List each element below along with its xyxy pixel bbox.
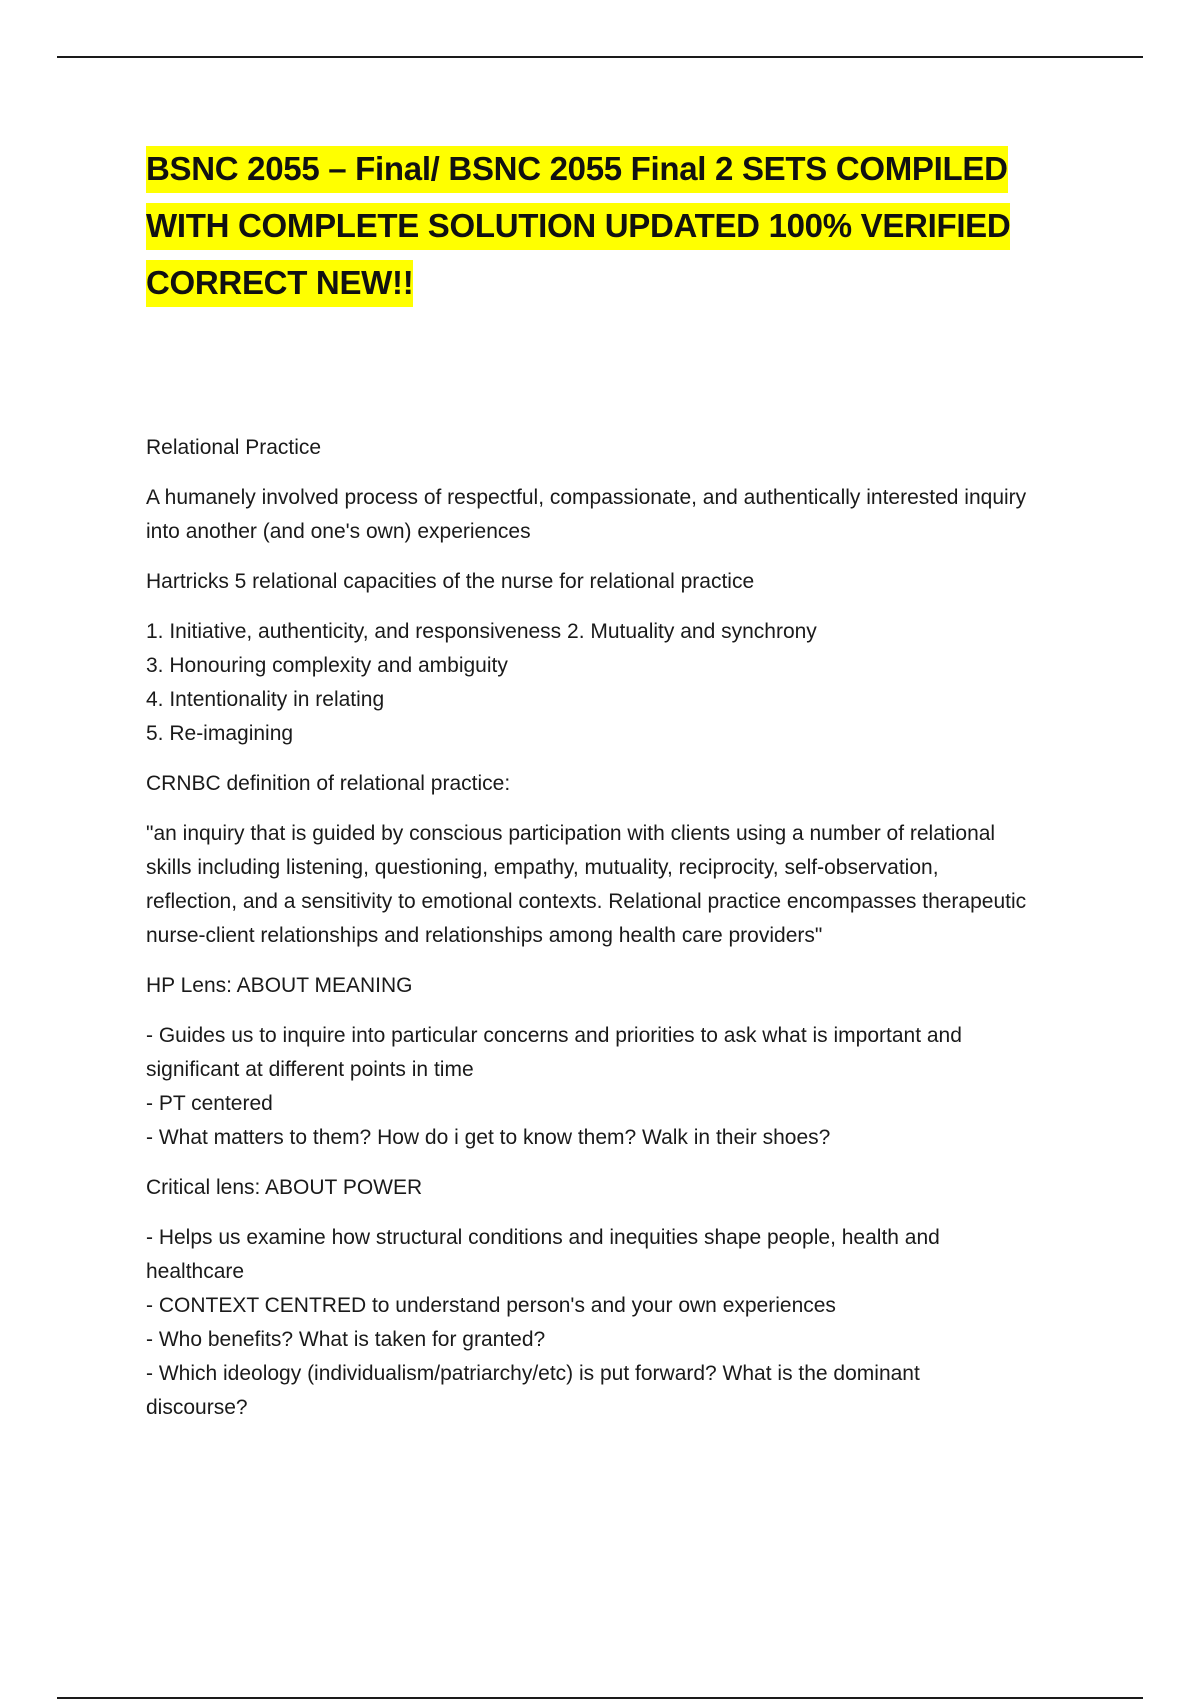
text-line: - CONTEXT CENTRED to understand person's and your own experiences (146, 1294, 836, 1317)
text-line: "an inquiry that is guided by conscious participation with clients using a number of relational (146, 822, 996, 845)
text-block (146, 481, 1086, 549)
text-line: skills including listening, questioning, empathy, mutuality, reciprocity, self-observation, (146, 856, 939, 879)
text-block (146, 615, 1086, 751)
title-highlight: BSNC 2055 – Final/ BSNC 2055 Final 2 SETS COMPILED WITH COMPLETE SOLUTION UPDATED 100% VERIFIED CORRECT NEW!! (146, 146, 1010, 307)
text-line: significant at different points in time (146, 1058, 474, 1081)
text-line: - What matters to them? How do i get to know them? Walk in their shoes? (146, 1126, 831, 1149)
text-block (146, 565, 1086, 599)
text-line: A humanely involved process of respectful, compassionate, and authentically interested inquiry (146, 486, 1027, 509)
text-line: reflection, and a sensitivity to emotional contexts. Relational practice encompasses therapeutic (146, 890, 1027, 913)
text-line: - Guides us to inquire into particular concerns and priorities to ask what is important and (146, 1024, 962, 1047)
text-line: Critical lens: ABOUT POWER (146, 1176, 423, 1199)
text-line: HP Lens: ABOUT MEANING (146, 974, 413, 997)
document-body (146, 431, 1086, 1441)
text-line: 1. Initiative, authenticity, and responsiveness 2. Mutuality and synchrony (146, 620, 817, 643)
top-rule (57, 56, 1143, 58)
text-line: - Which ideology (individualism/patriarchy/etc) is put forward? What is the dominant (146, 1362, 920, 1385)
text-line: CRNBC definition of relational practice: (146, 772, 511, 795)
text-line: 3. Honouring complexity and ambiguity (146, 654, 508, 677)
text-line: Hartricks 5 relational capacities of the nurse for relational practice (146, 570, 755, 593)
text-line: discourse? (146, 1396, 248, 1419)
text-line: nurse-client relationships and relationships among health care providers" (146, 924, 823, 947)
text-block (146, 1221, 1086, 1425)
text-block (146, 1019, 1086, 1155)
text-block (146, 767, 1086, 801)
text-line: 4. Intentionality in relating (146, 688, 385, 711)
text-block (146, 969, 1086, 1003)
text-block (146, 817, 1086, 953)
title-section (146, 140, 1086, 311)
text-line: healthcare (146, 1260, 245, 1283)
bottom-rule (57, 1697, 1143, 1699)
text-block (146, 1171, 1086, 1205)
text-line: - PT centered (146, 1092, 273, 1115)
text-block (146, 431, 1086, 465)
document-title (146, 140, 1086, 311)
text-line: 5. Re-imagining (146, 722, 294, 745)
text-line: into another (and one's own) experiences (146, 520, 531, 543)
text-line: - Who benefits? What is taken for granted? (146, 1328, 546, 1351)
text-line: - Helps us examine how structural conditions and inequities shape people, health and (146, 1226, 940, 1249)
text-line: Relational Practice (146, 436, 322, 459)
